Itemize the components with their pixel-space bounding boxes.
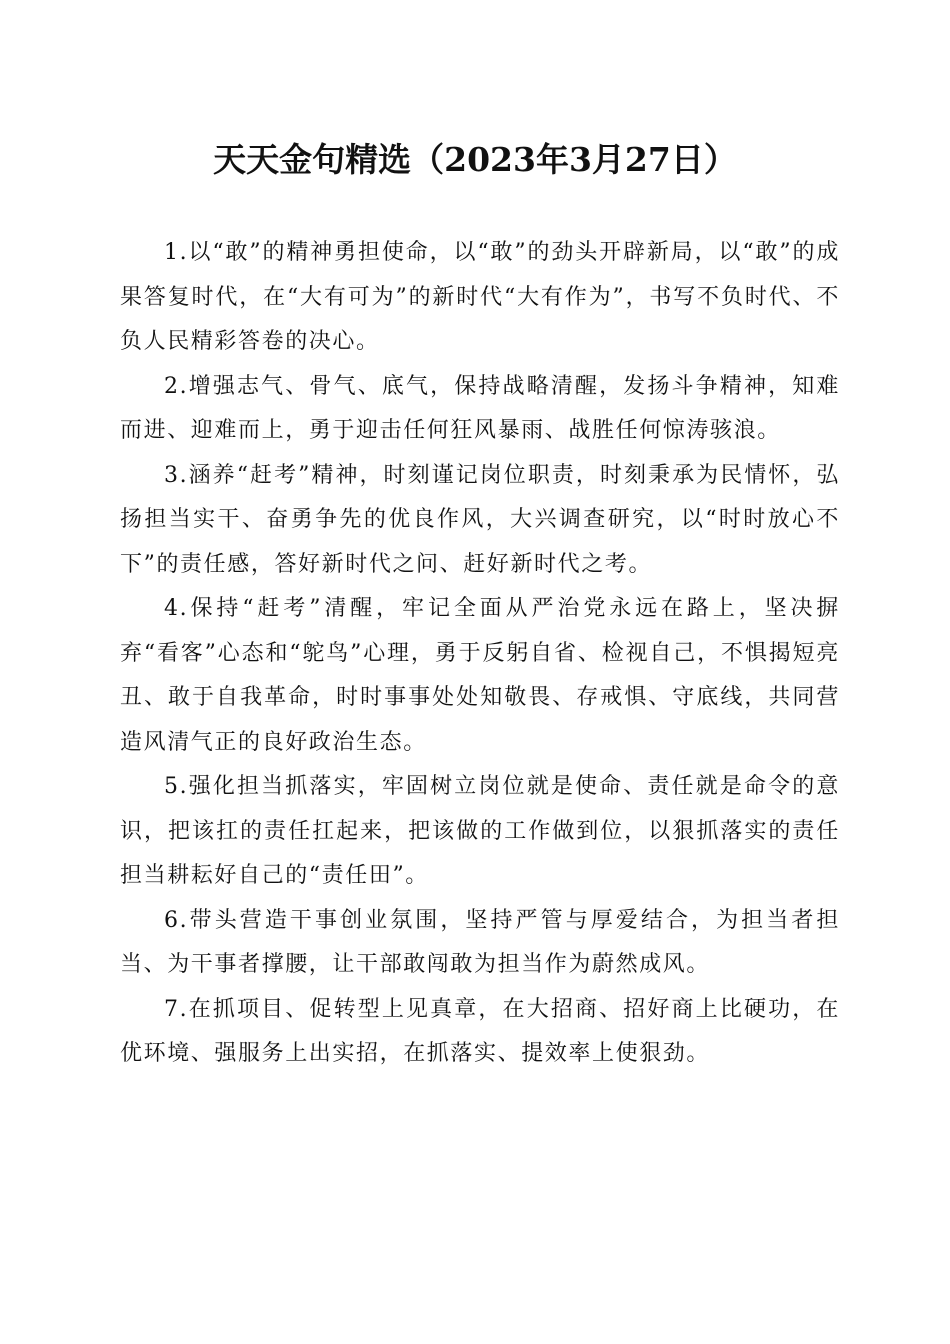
paragraph-7: 7.在抓项目、促转型上见真章，在大招商、招好商上比硬功，在优环境、强服务上出实招，在抓落实、提效率上使狠劲。 [120, 996, 840, 1066]
paragraph-6: 6.带头营造干事创业氛围，坚持严管与厚爱结合，为担当者担当、为干事者撑腰，让干部敢闯敢为担当作为蔚然成风。 [120, 907, 840, 977]
paragraph-3: 3.涵养“赶考”精神，时刻谨记岗位职责，时刻秉承为民情怀，弘扬担当实干、奋勇争先的优良作风，大兴调查研究，以“时时放心不下”的责任感，答好新时代之问、赶好新时代之考。 [120, 462, 840, 577]
paragraph-1: 1.以“敢”的精神勇担使命，以“敢”的劲头开辟新局，以“敢”的成果答复时代，在“大有可为”的新时代“大有作为”，书写不负时代、不负人民精彩答卷的决心。 [120, 240, 840, 354]
paragraph-2: 2.增强志气、骨气、底气，保持战略清醒，发扬斗争精神，知难而进、迎难而上，勇于迎击任何狂风暴雨、战胜任何惊涛骇浪。 [120, 373, 840, 443]
document-body [120, 231, 840, 1077]
document-title: 天天金句精选（2023年3月27日） [213, 140, 737, 179]
paragraph-5: 5.强化担当抓落实，牢固树立岗位就是使命、责任就是命令的意识，把该扛的责任扛起来，把该做的工作做到位，以狠抓落实的责任担当耕耘好自己的“责任田”。 [120, 774, 840, 888]
paragraph-4: 4.保持“赶考”清醒，牢记全面从严治党永远在路上，坚决摒弃“看客”心态和“鸵鸟”心理，勇于反躬自省、检视自己，不惧揭短亮丑、敢于自我革命，时时事事处处知敬畏、存戒惧、守底线，共同营造风清气正的良好政治生态。 [120, 596, 840, 755]
